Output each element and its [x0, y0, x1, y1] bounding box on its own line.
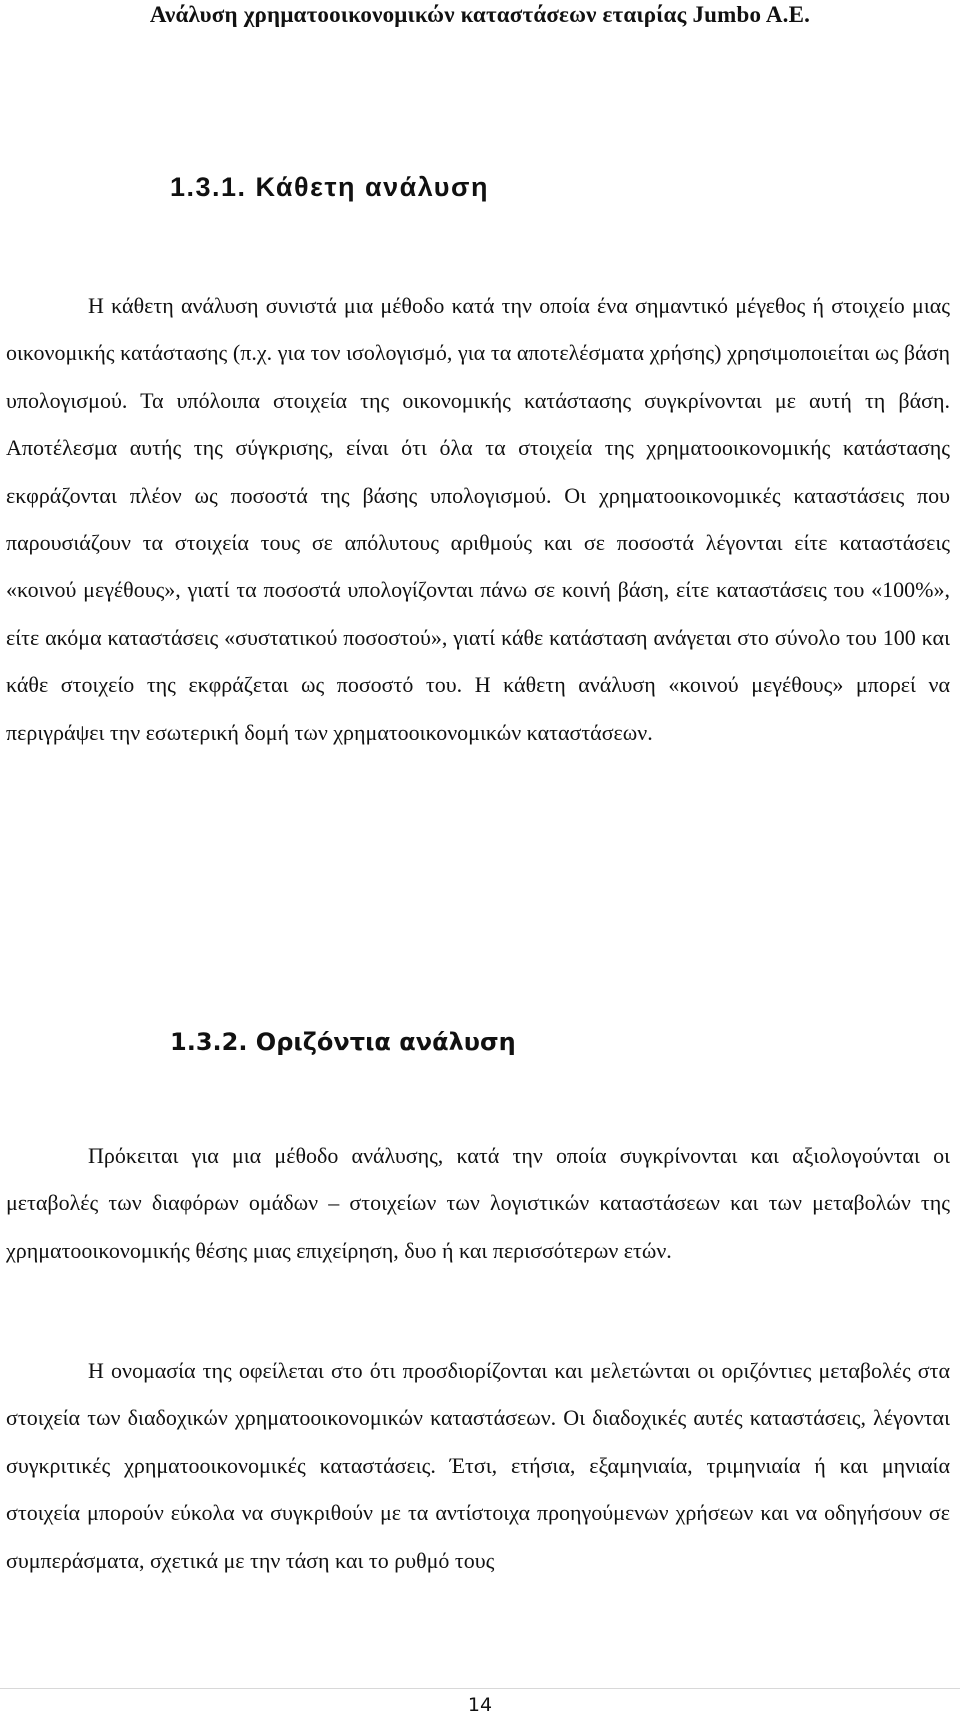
section-heading-horizontal-analysis: 1.3.2. Οριζόντια ανάλυση: [170, 1028, 516, 1056]
paragraph-horizontal-analysis-2: Η ονομασία της οφείλεται στο ότι προσδιορίζονται και μελετώνται οι οριζόντιες μεταβολές στα στοιχεία των διαδοχικών χρηματοοικονομικών καταστάσεων. Οι διαδοχικές αυτές καταστάσεις, λέγονται συγκριτικές χρηματοοικονομικές καταστάσεις. Έτσι, ετήσια, εξαμηνιαία, τριμηνιαία ή και μηνιαία στοιχεία μπορούν εύκολα να συγκριθούν με τα αντίστοιχα προηγούμενων χρήσεων και να οδηγήσουν σε συμπεράσματα, σχετικά με την τάση και το ρυθμό τους: [6, 1358, 950, 1573]
paragraph-horizontal-analysis-1: Πρόκειται για μια μέθοδο ανάλυσης, κατά την οποία συγκρίνονται και αξιολογούνται οι μεταβολές των διαφόρων ομάδων – στοιχείων των λογιστικών καταστάσεων και των μεταβολών της χρηματοοικονομικής θέσης μιας επιχείρηση, δυο ή και περισσότερων ετών.: [6, 1143, 950, 1263]
paragraph-vertical-analysis: Η κάθετη ανάλυση συνιστά μια μέθοδο κατά την οποία ένα σημαντικό μέγεθος ή στοιχείο μιας οικονομικής κατάστασης (π.χ. για τον ισολογισμό, για τα αποτελέσματα χρήσης) χρησιμοποιείται ως βάση υπολογισμού. Τα υπόλοιπα στοιχεία της οικονομικής κατάστασης συγκρίνονται με αυτή τη βάση. Αποτέλεσμα αυτής της σύγκρισης, είναι ότι όλα τα στοιχεία της χρηματοοικονομικής κατάστασης εκφράζονται πλέον ως ποσοστά της βάσης υπολογισμού. Οι χρηματοοικονομικές καταστάσεις που παρουσιάζουν τα στοιχεία τους σε απόλυτους αριθμούς και σε ποσοστά λέγονται είτε καταστάσεις «κοινού μεγέθους», γιατί τα ποσοστά υπολογίζονται πάνω σε κοινή βάση, είτε καταστάσεις του «100%», είτε ακόμα καταστάσεις «συστατικού ποσοστού», γιατί κάθε κατάσταση ανάγεται στο σύνολο του 100 και κάθε στοιχείο της εκφράζεται ως ποσοστό του. Η κάθετη ανάλυση «κοινού μεγέθους» μπορεί να περιγράψει την εσωτερική δομή των χρηματοοικονομικών καταστάσεων.: [6, 293, 950, 745]
footer-divider: [0, 1688, 960, 1689]
running-header: Ανάλυση χρηματοοικονομικών καταστάσεων εταιρίας Jumbo A.E.: [149, 2, 811, 27]
section-heading-vertical-analysis: 1.3.1. Κάθετη ανάλυση: [170, 172, 489, 202]
page-number: 14: [467, 1694, 493, 1716]
